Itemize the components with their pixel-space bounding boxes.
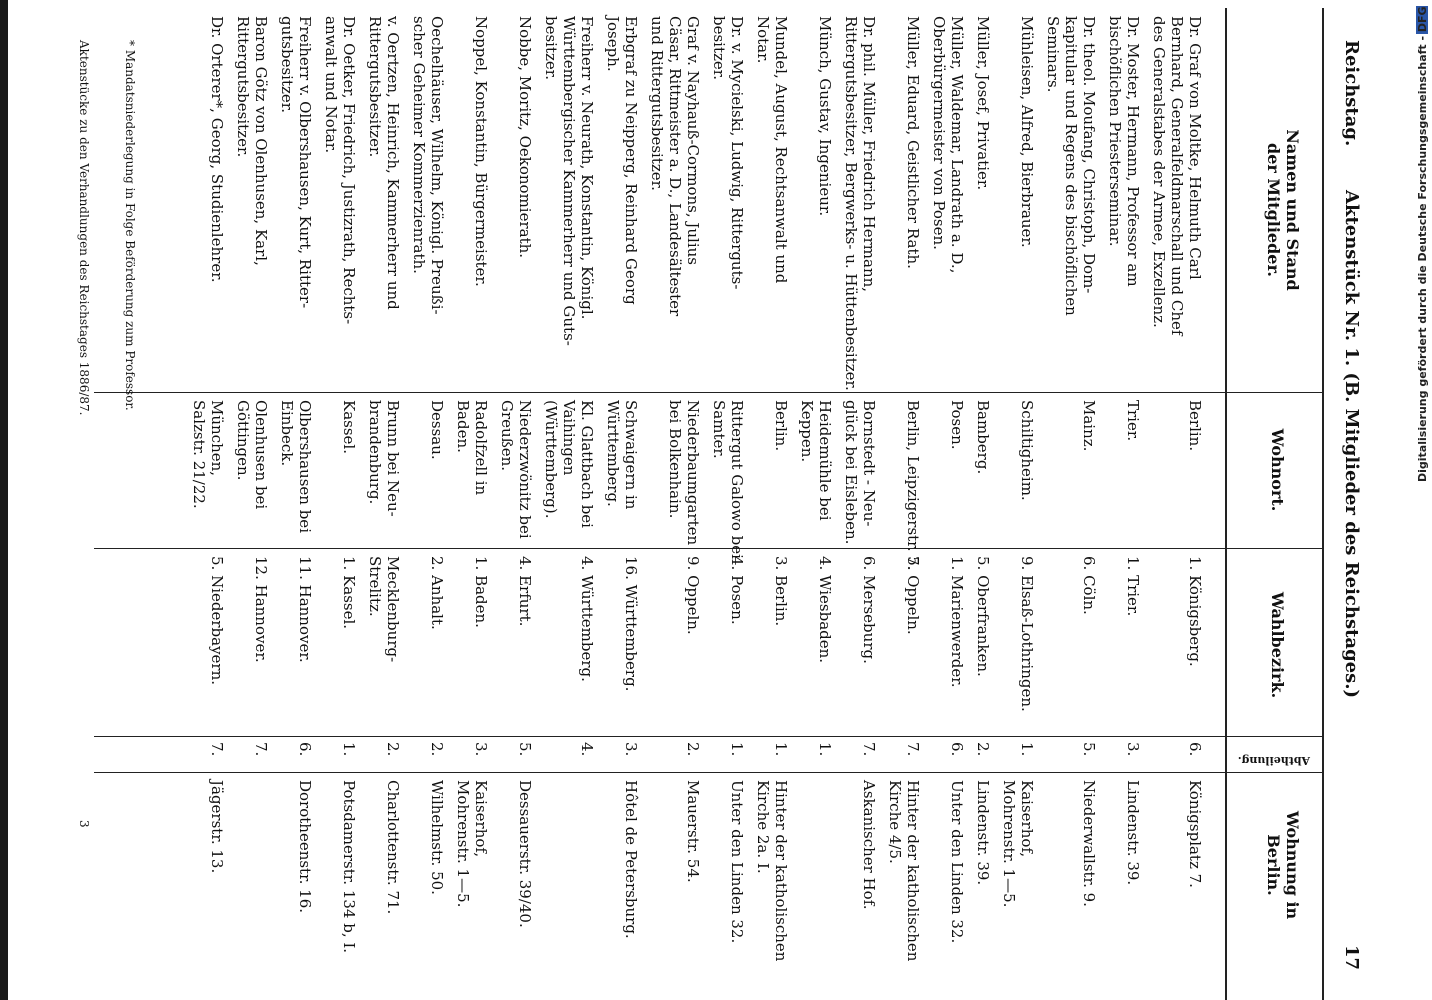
col-head-berlin: Wohnung in Berlin. xyxy=(1264,810,1302,920)
cell-name xyxy=(516,16,534,258)
district-line: 16. Württemberg. xyxy=(622,556,640,692)
cell-residence xyxy=(278,400,314,533)
berlin-line: Hôtel de Petersburg. xyxy=(622,780,640,939)
district-line: 4. Wiesbaden. xyxy=(816,556,834,664)
name-line: Württembergischer Kammerherr und Guts- xyxy=(560,16,578,346)
name-line: v. Oertzen, Heinrich, Kammerherr und xyxy=(384,16,402,310)
cell-residence xyxy=(710,400,746,559)
berlin-line: Hinter der katholischen xyxy=(904,780,922,962)
name-line: Müller, Eduard, Geistlicher Rath. xyxy=(904,16,922,269)
table-row xyxy=(190,0,226,1000)
cell-district xyxy=(1124,556,1142,616)
residence-line: Keppen. xyxy=(798,400,816,463)
col-head-residence: Wohnort. xyxy=(1268,428,1287,512)
name-line: kapitular und Regens des bischöflichen xyxy=(1062,16,1080,316)
cell-district xyxy=(252,556,270,663)
cell-division: 1. xyxy=(728,742,746,757)
name-line: besitzer. xyxy=(542,16,560,81)
table-row xyxy=(974,0,992,1000)
name-line: und Rittergutsbesitzer. xyxy=(648,16,666,191)
table-row xyxy=(454,0,490,1000)
cell-residence xyxy=(974,400,992,474)
residence-line: Bornstedt - Neu- xyxy=(860,400,878,527)
cell-division: 5. xyxy=(516,742,534,757)
table-row xyxy=(1044,0,1098,1000)
district-line: 1. Baden. xyxy=(472,556,490,628)
cell-name xyxy=(754,16,790,283)
name-line: Rittergutsbesitzer. xyxy=(234,16,252,158)
cell-division: 2. xyxy=(428,742,446,757)
residence-line: Vaihingen xyxy=(560,400,578,476)
cell-name xyxy=(710,16,746,289)
cell-berlin xyxy=(296,780,314,913)
name-line: Nobbe, Moritz, Oekonomierath. xyxy=(516,16,534,259)
berlin-line: Mohrenstr. 1—5. xyxy=(454,780,472,908)
table-row xyxy=(842,0,878,1000)
cell-name xyxy=(322,16,358,324)
name-line: Joseph. xyxy=(604,16,622,72)
cell-berlin xyxy=(340,780,358,953)
cell-division: 7. xyxy=(252,742,270,757)
cell-district xyxy=(428,556,446,630)
cell-district xyxy=(684,556,702,635)
table-row xyxy=(1106,0,1142,1000)
digitization-credit: Digitalisierung gefördert durch die Deutsche Forschungsgemeinschaft - DFG xyxy=(1416,6,1429,482)
cell-berlin xyxy=(516,780,534,928)
cell-residence xyxy=(542,400,596,528)
cell-residence xyxy=(772,400,790,451)
berlin-line: Potsdamerstr. 134 b, I. xyxy=(340,780,358,954)
cell-berlin xyxy=(454,780,490,907)
residence-line: Radolfzell in xyxy=(472,400,490,496)
residence-line: Olenhusen bei xyxy=(252,400,270,510)
berlin-line: Unter den Linden 32. xyxy=(728,780,746,944)
residence-line: bei Bolkenhain. xyxy=(666,400,684,519)
cell-name xyxy=(842,16,878,391)
name-line: Dr. theol. Moufang, Christoph, Dom- xyxy=(1080,16,1098,294)
name-line: Müller, Waldemar, Landrath a. D., xyxy=(948,16,966,274)
name-line: Freiherr v. Olbershausen, Kurt, Ritter- xyxy=(296,16,314,309)
berlin-line: Niederwallstr. 9. xyxy=(1080,780,1098,907)
cell-berlin xyxy=(948,780,966,943)
name-line: Noppel, Konstantin, Bürgermeister. xyxy=(472,16,490,287)
cell-district xyxy=(728,556,746,625)
residence-line: Baden. xyxy=(454,400,472,453)
berlin-line: Lindenstr. 39. xyxy=(974,780,992,886)
table-row xyxy=(542,0,596,1000)
cell-district xyxy=(1186,556,1204,667)
berlin-line: Lindenstr. 39. xyxy=(1124,780,1142,886)
name-line: Dr. Oetker, Friedrich, Justizrath, Rechts- xyxy=(340,16,358,325)
cell-berlin xyxy=(428,780,446,895)
table-row xyxy=(366,0,402,1000)
footnote: * Mandatsniederlegung in Folge Beförderung zum Professor. xyxy=(123,40,137,411)
cell-berlin xyxy=(384,780,402,914)
district-line: 4. Posen. xyxy=(728,556,746,625)
berlin-line: Kirche 2a. I. xyxy=(754,780,772,874)
table-row xyxy=(930,0,966,1000)
cell-district xyxy=(860,556,878,664)
cell-name xyxy=(542,16,596,346)
table-row xyxy=(648,0,702,1000)
berlin-line: Kaiserhof, xyxy=(1018,780,1036,858)
residence-line: glück bei Eisleben. xyxy=(842,400,860,545)
cell-berlin xyxy=(208,780,226,873)
district-line: 5. Oberfranken. xyxy=(974,556,992,677)
berlin-line: Kaiserhof, xyxy=(472,780,490,858)
cell-district xyxy=(948,556,966,688)
cell-residence xyxy=(798,400,834,521)
cell-district xyxy=(904,556,922,635)
berlin-line: Unter den Linden 32. xyxy=(948,780,966,944)
cell-division: 6. xyxy=(296,742,314,757)
district-line: Strelitz. xyxy=(366,556,384,617)
residence-line: Salzstr. 21/22. xyxy=(190,400,208,509)
residence-line: Mainz. xyxy=(1080,400,1098,452)
cell-berlin xyxy=(886,780,922,961)
residence-line: Greußen. xyxy=(498,400,516,472)
name-line: Dr. Moster, Hermann, Professor am xyxy=(1124,16,1142,287)
name-line: Mundel, August, Rechtsanwalt und xyxy=(772,16,790,284)
district-line: 3. Berlin. xyxy=(772,556,790,627)
berlin-line: Charlottenstr. 71. xyxy=(384,780,402,915)
cell-berlin xyxy=(974,780,992,885)
district-line: 4. Württemberg. xyxy=(578,556,596,682)
page-number: 17 xyxy=(1341,945,1362,971)
residence-line: Dessau. xyxy=(428,400,446,460)
cell-division: 1. xyxy=(1018,742,1036,757)
table-top-rule xyxy=(1322,8,1324,1000)
residence-line: Einbeck. xyxy=(278,400,296,467)
cell-district xyxy=(472,556,490,628)
cell-residence xyxy=(666,400,702,545)
cell-name xyxy=(278,16,314,308)
residence-line: Göttingen. xyxy=(234,400,252,481)
cell-division: 2. xyxy=(384,742,402,757)
residence-line: Berlin. xyxy=(772,400,790,452)
cell-berlin xyxy=(728,780,746,943)
name-line: Dr. phil. Müller, Friedrich Hermann, xyxy=(860,16,878,293)
name-line: Graf v. Nayhauß-Cormons, Julius xyxy=(684,16,702,265)
footer-source: Aktenstücke zu den Verhandlungen des Reichstages 1886/87. xyxy=(77,40,91,416)
name-line: Bernhard, Generalfeldmarschall und Chef xyxy=(1168,16,1186,336)
cell-district xyxy=(622,556,640,691)
cell-name xyxy=(904,16,922,269)
cell-residence xyxy=(1186,400,1204,451)
table-header-rule xyxy=(1225,8,1227,1000)
residence-line: Posen. xyxy=(948,400,966,450)
table-row xyxy=(498,0,534,1000)
name-line: bischöflichen Priesterseminar. xyxy=(1106,16,1124,247)
district-line: 2. Anhalt. xyxy=(428,556,446,630)
cell-residence xyxy=(340,400,358,454)
cell-residence xyxy=(842,400,878,544)
name-line: besitzer. xyxy=(710,16,728,81)
cell-name xyxy=(366,16,402,310)
name-line: Seminars. xyxy=(1044,16,1062,93)
district-line: 11. Hannover. xyxy=(296,556,314,663)
cell-district xyxy=(516,556,534,626)
residence-line: Kl. Glattbach bei xyxy=(578,400,596,528)
cell-division: 7. xyxy=(860,742,878,757)
header-left: Reichstag. xyxy=(1341,40,1362,147)
table-row xyxy=(322,0,358,1000)
berlin-line: Mauerstr. 54. xyxy=(684,780,702,883)
cell-name xyxy=(208,16,226,282)
table-row xyxy=(886,0,922,1000)
cell-division: 3. xyxy=(1124,742,1142,757)
residence-line: Rittergut Galowo bei xyxy=(728,400,746,559)
cell-berlin xyxy=(860,780,878,910)
cell-name xyxy=(1044,16,1098,316)
cell-name xyxy=(1106,16,1142,287)
district-line: 12. Hannover. xyxy=(252,556,270,663)
berlin-line: Askanischer Hof. xyxy=(860,780,878,910)
district-line: 1. Trier. xyxy=(1124,556,1142,617)
cell-district xyxy=(208,556,226,685)
cell-division: 2. xyxy=(684,742,702,757)
cell-name xyxy=(410,16,446,315)
table-row xyxy=(710,0,746,1000)
residence-line: Samter. xyxy=(710,400,728,459)
cell-residence xyxy=(428,400,446,460)
cell-division: 7. xyxy=(904,742,922,757)
district-line: 9. Elsaß-Lothringen. xyxy=(1018,556,1036,712)
name-line: gutsbesitzer. xyxy=(278,16,296,114)
berlin-line: Hinter der katholischen xyxy=(772,780,790,962)
table-row xyxy=(278,0,314,1000)
name-line: Erbgraf zu Neipperg, Reinhard Georg xyxy=(622,16,640,305)
district-line: 7. Oppeln. xyxy=(904,556,922,635)
residence-line: Berlin. xyxy=(1186,400,1204,452)
residence-line: Niederzwönitz bei xyxy=(516,400,534,539)
cell-name xyxy=(816,16,834,216)
cell-residence xyxy=(234,400,270,509)
residence-line: (Württemberg). xyxy=(542,400,560,519)
table-row xyxy=(234,0,270,1000)
name-line: Dr. Orterer*, Georg, Studienlehrer. xyxy=(208,16,226,283)
cell-name xyxy=(1018,16,1036,248)
name-line: scher Geheimer Kommerzienrath. xyxy=(410,16,428,274)
residence-line: Schiltigheim. xyxy=(1018,400,1036,501)
residence-line: Schwaigern in xyxy=(622,400,640,510)
col-head-name: Namen und Stand der Mitglieder. xyxy=(1264,129,1302,291)
cell-berlin xyxy=(1000,780,1036,907)
residence-line: Berlin, Leipzigerstr. 5. xyxy=(904,400,922,571)
col-head-division: Abtheilung. xyxy=(1237,754,1310,767)
cell-berlin xyxy=(684,780,702,883)
cell-district xyxy=(1080,556,1098,615)
name-line: Mühleisen, Alfred, Bierbrauer. xyxy=(1018,16,1036,248)
cell-name xyxy=(234,16,270,266)
table-row xyxy=(410,0,446,1000)
cell-residence xyxy=(1124,400,1142,441)
cell-residence xyxy=(948,400,966,450)
cell-district xyxy=(974,556,992,677)
cell-division: 1. xyxy=(340,742,358,757)
col-head-district: Wahlbezirk. xyxy=(1268,591,1287,699)
cell-name xyxy=(930,16,966,273)
name-line: Cäsar, Rittmeister a. D., Landesältester xyxy=(666,16,684,317)
cell-residence xyxy=(190,400,226,509)
cell-name xyxy=(1150,16,1204,335)
table-row xyxy=(1150,0,1204,1000)
district-line: Mecklenburg- xyxy=(384,556,402,663)
berlin-line: Dorotheenstr. 16. xyxy=(296,780,314,914)
name-line: Münch, Gustav, Ingenieur. xyxy=(816,16,834,217)
cell-district xyxy=(1018,556,1036,712)
district-line: 9. Oppeln. xyxy=(684,556,702,635)
cell-residence xyxy=(498,400,534,539)
table-row xyxy=(798,0,834,1000)
district-line: 1. Kassel. xyxy=(340,556,358,630)
table-row xyxy=(754,0,790,1000)
cell-division: 5. xyxy=(1080,742,1098,757)
cell-district xyxy=(578,556,596,682)
cell-berlin xyxy=(1080,780,1098,907)
cell-name xyxy=(604,16,640,305)
name-line: Rittergutsbesitzer, Bergwerks- u. Hüttenbesitzer. xyxy=(842,16,860,391)
cell-residence xyxy=(1018,400,1036,501)
name-line: Freiherr v. Neurath, Konstantin, Königl. xyxy=(578,16,596,320)
cell-residence xyxy=(454,400,490,495)
berlin-line: Jägerstr. 13. xyxy=(208,780,226,874)
page-header: Aktenstück Nr. 1. (B. Mitglieder des Reichstages.) xyxy=(1341,190,1362,699)
name-line: Oberbürgermeister von Posen. xyxy=(930,16,948,250)
cell-division: 1. xyxy=(816,742,834,757)
name-line: Dr. v. Mycielski, Ludwig, Ritterguts- xyxy=(728,16,746,290)
district-line: 6. Cöln. xyxy=(1080,556,1098,615)
cell-name xyxy=(648,16,702,316)
table-row xyxy=(604,0,640,1000)
cell-residence xyxy=(604,400,640,509)
berlin-line: Dessauerstr. 39/40. xyxy=(516,780,534,928)
berlin-line: Kirche 4/5. xyxy=(886,780,904,864)
cell-berlin xyxy=(1186,780,1204,888)
cell-division: 1. xyxy=(772,742,790,757)
cell-berlin xyxy=(754,780,790,961)
name-line: Dr. Graf von Moltke, Helmuth Carl xyxy=(1186,16,1204,280)
residence-line: Württemberg. xyxy=(604,400,622,507)
residence-line: brandenburg. xyxy=(366,400,384,505)
district-line: 5. Niederbayern. xyxy=(208,556,226,686)
cell-district xyxy=(816,556,834,663)
table-row xyxy=(1000,0,1036,1000)
cell-district xyxy=(772,556,790,626)
cell-residence xyxy=(366,400,402,517)
name-line: Baron Götz von Olenhusen, Karl, xyxy=(252,16,270,266)
cell-division: 6. xyxy=(948,742,966,757)
district-line: 6. Merseburg. xyxy=(860,556,878,664)
residence-line: Olbershausen bei xyxy=(296,400,314,533)
residence-line: Niederbaumgarten xyxy=(684,400,702,546)
cell-division: 6. xyxy=(1186,742,1204,757)
cell-division: 7. xyxy=(208,742,226,757)
cell-division: 3. xyxy=(472,742,490,757)
cell-berlin xyxy=(622,780,640,939)
name-line: Oechelhäuser, Wilhelm, Königl. Preußi- xyxy=(428,16,446,315)
name-line: des Generalstabes der Armee, Exzellenz. xyxy=(1150,16,1168,328)
berlin-line: Königsplatz 7. xyxy=(1186,780,1204,888)
cell-district xyxy=(340,556,358,629)
name-line: Rittergutsbesitzer. xyxy=(366,16,384,158)
district-line: 1. Königsberg. xyxy=(1186,556,1204,667)
residence-line: Brunn bei Neu- xyxy=(384,400,402,517)
residence-line: Trier. xyxy=(1124,400,1142,442)
cell-berlin xyxy=(1124,780,1142,885)
cell-district xyxy=(366,556,402,662)
district-line: 4. Erfurt. xyxy=(516,556,534,627)
footer-signature: 3 xyxy=(77,820,91,828)
berlin-line: Mohrenstr. 1—5. xyxy=(1000,780,1018,908)
cell-residence xyxy=(904,400,922,571)
residence-line: Bamberg. xyxy=(974,400,992,475)
cell-residence xyxy=(1080,400,1098,451)
cell-name xyxy=(472,16,490,287)
name-line: anwalt und Notar. xyxy=(322,16,340,154)
cell-division: 4. xyxy=(578,742,596,757)
cell-division: 3. xyxy=(622,742,640,757)
cell-division: 2. xyxy=(974,742,992,757)
berlin-line: Wilhelmstr. 50. xyxy=(428,780,446,895)
name-line: Müller, Josef, Privatier. xyxy=(974,16,992,191)
cell-name xyxy=(974,16,992,190)
district-line: 1. Marienwerder. xyxy=(948,556,966,688)
name-line: Notar. xyxy=(754,16,772,64)
residence-line: Heidemühle bei xyxy=(816,400,834,521)
residence-line: München, xyxy=(208,400,226,477)
residence-line: Kassel. xyxy=(340,400,358,454)
cell-district xyxy=(296,556,314,663)
